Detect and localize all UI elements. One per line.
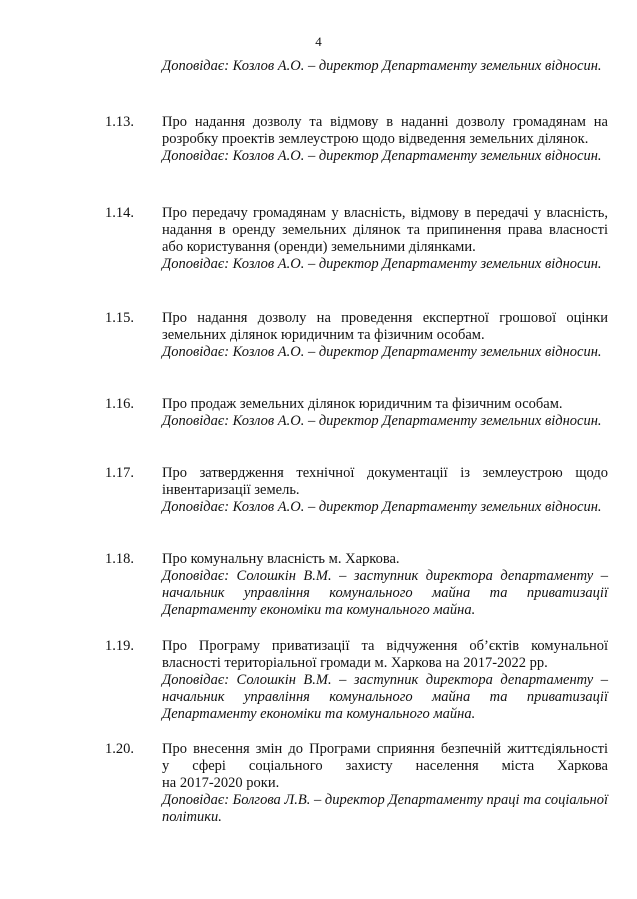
agenda-item: [105, 396, 608, 430]
item-reporter: Доповідає: Солошкін В.М. – заступник директора департаменту – начальник управління комунального майна та приватизації Департаменту економіки та комунального майна.: [162, 672, 608, 722]
agenda-item: [105, 310, 608, 361]
item-reporter: Доповідає: Болгова Л.В. – директор Департаменту праці та соціальної політики.: [162, 792, 608, 825]
agenda-item: [105, 205, 608, 273]
item-number: 1.18.: [105, 551, 134, 567]
item-title: Про Програму приватизації та відчуження об’єктів комунальної власності територіальної громади м. Харкова на 2017-2022 рр.: [162, 638, 608, 671]
item-reporter: Доповідає: Козлов А.О. – директор Департаменту земельних відносин.: [162, 256, 602, 272]
item-title: Про комунальну власність м. Харкова.: [162, 551, 400, 567]
item-title-line: Про внесення змін до Програми сприяння безпечній життєдіяльності: [162, 741, 608, 757]
agenda-item: [105, 114, 608, 165]
item-reporter: Доповідає: Козлов А.О. – директор Департаменту земельних відносин.: [162, 413, 602, 429]
item-title: Про затвердження технічної документації із землеустрою щодо інвентаризації земель.: [162, 465, 608, 498]
item-reporter: Доповідає: Солошкін В.М. – заступник директора департаменту – начальник управління комунального майна та приватизації Департаменту економіки та комунального майна.: [162, 568, 608, 618]
agenda-item: [105, 638, 608, 723]
page-number: 4: [315, 34, 322, 49]
item-title-line: у сфері соціального захисту населення міста Харкова: [162, 758, 608, 774]
item-reporter: Доповідає: Козлов А.О. – директор Департаменту земельних відносин.: [162, 344, 602, 360]
item-number: 1.17.: [105, 465, 134, 481]
agenda-item: [105, 465, 608, 516]
item-number: 1.19.: [105, 638, 134, 654]
item-number: 1.15.: [105, 310, 134, 326]
item-title-line: на 2017-2020 роки.: [162, 775, 280, 791]
item-title: Про надання дозволу та відмову в наданні дозволу громадянам на розробку проектів землеустрою щодо відведення земельних ділянок.: [162, 114, 608, 147]
item-title: Про надання дозволу на проведення експертної грошової оцінки земельних ділянок юридичним та фізичним особам.: [162, 310, 608, 343]
item-reporter: Доповідає: Козлов А.О. – директор Департаменту земельних відносин.: [162, 499, 602, 515]
item-reporter: Доповідає: Козлов А.О. – директор Департаменту земельних відносин.: [162, 148, 602, 164]
agenda-item: [105, 741, 608, 826]
lead-reporter: [162, 58, 608, 75]
agenda-item: [105, 551, 608, 619]
item-title: Про передачу громадянам у власність, відмову в передачі у власність, надання в оренду земельних ділянок та припинення права власності або користування (оренди) земельними ділянками.: [162, 205, 608, 255]
item-number: 1.16.: [105, 396, 134, 412]
item-number: 1.13.: [105, 114, 134, 130]
item-number: 1.20.: [105, 741, 134, 757]
reporter-text: Доповідає: Козлов А.О. – директор Департаменту земельних відносин.: [162, 58, 602, 74]
item-title: Про продаж земельних ділянок юридичним та фізичним особам.: [162, 396, 563, 412]
item-number: 1.14.: [105, 205, 134, 221]
